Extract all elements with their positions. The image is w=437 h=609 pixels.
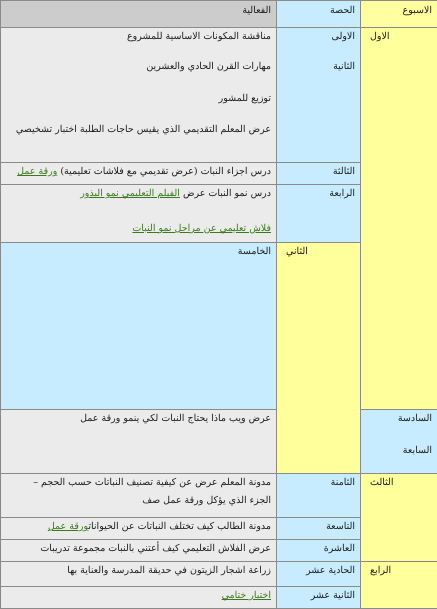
activity-cell <box>1 539 277 561</box>
table-row <box>1 561 437 586</box>
week-cell-4 <box>361 561 437 608</box>
activity-cell <box>1 586 277 608</box>
session-label: الخامسة <box>6 246 271 259</box>
session-cell <box>277 539 361 561</box>
session-label: التاسعة <box>282 521 355 534</box>
session-label: الثانية عشر <box>282 590 355 603</box>
activity-text: عرض ويب ماذا يحتاج النبات لكي ينمو ورقة عمل <box>6 413 271 426</box>
session-cell <box>277 163 361 185</box>
activity-text: توزيع للمشور <box>6 93 271 106</box>
week-label: الاول <box>366 31 432 44</box>
session-cell <box>277 28 361 163</box>
table-row <box>1 473 437 517</box>
header-week: الاسبوع <box>361 1 437 28</box>
session-cell <box>277 517 361 539</box>
activity-cell <box>1 409 277 473</box>
activity-text: درس اجزاء النبات (عرض تقديمي مع فلاشات تعليمية) <box>60 166 271 177</box>
session-label: الرابعة <box>282 188 355 201</box>
header-activity: الفعالية <box>1 1 277 28</box>
activity-cell <box>1 185 277 243</box>
worksheet-link[interactable]: ورقة عمل <box>17 166 57 177</box>
activity-text: مدونة الطالب كيف تختلف النباتات عن الحيوانات <box>88 521 271 532</box>
activity-text: زراعة اشجار الزيتون في حديقة المدرسة والعناية بها <box>67 565 271 576</box>
session-label: الحادية عشر <box>282 565 355 578</box>
activity-text: الجزء الذي يؤكل ورقة عمل صف <box>6 495 271 508</box>
final-exam-link[interactable]: اختبار ختامي <box>222 590 271 601</box>
session-label: الثامنة <box>282 477 355 490</box>
week-cell-1 <box>361 28 437 410</box>
session-label: الثالثة <box>282 166 355 179</box>
session-cell <box>277 586 361 608</box>
session-label: الاولى <box>282 31 355 44</box>
session-cell <box>277 185 361 243</box>
week-label: الثاني <box>282 246 355 259</box>
session-cell <box>1 243 277 410</box>
session-cell <box>361 409 437 473</box>
activity-text: مهارات القرن الحادي والعشرين <box>6 61 271 74</box>
week-cell-2 <box>277 243 361 474</box>
activity-cell <box>1 163 277 185</box>
activity-text: مدونة المعلم عرض عن كيفية تصنيف النباتات حسب الحجم – <box>6 477 271 490</box>
session-cell <box>277 473 361 517</box>
activity-text: مناقشة المكونات الاساسية للمشروع <box>6 31 271 44</box>
session-label: السابعة <box>366 445 432 458</box>
header-session: الحصة <box>277 1 361 28</box>
week-label: الثالث <box>366 477 432 490</box>
activity-cell <box>1 517 277 539</box>
table-row <box>1 28 437 163</box>
table-row <box>1 409 437 473</box>
activity-text: عرض الفلاش التعليمي كيف أعتني بالنبات مجموعة تدريبات <box>40 543 271 554</box>
activity-text: درس نمو النبات عرض <box>183 188 271 199</box>
session-label: العاشرة <box>282 543 355 556</box>
activity-cell <box>1 28 277 163</box>
educational-film-link[interactable]: الفيلم التعليمي نمو البذور <box>80 188 180 199</box>
session-label: الثانية <box>282 61 355 74</box>
worksheet-link[interactable]: ورقة عمل <box>48 521 89 532</box>
activity-text: عرض المعلم التقديمي الذي يقيس حاجات الطلبة اختبار تشخيصي <box>6 124 271 137</box>
flash-link[interactable]: فلاش تعليمي عن مراحل نمو النبات <box>6 223 271 236</box>
activity-cell <box>1 473 277 517</box>
week-cell-3 <box>361 473 437 561</box>
session-label: السادسة <box>366 413 432 426</box>
header-row <box>1 1 437 28</box>
week-label: الرابع <box>366 565 432 578</box>
activity-cell <box>1 561 277 586</box>
session-cell <box>277 561 361 586</box>
